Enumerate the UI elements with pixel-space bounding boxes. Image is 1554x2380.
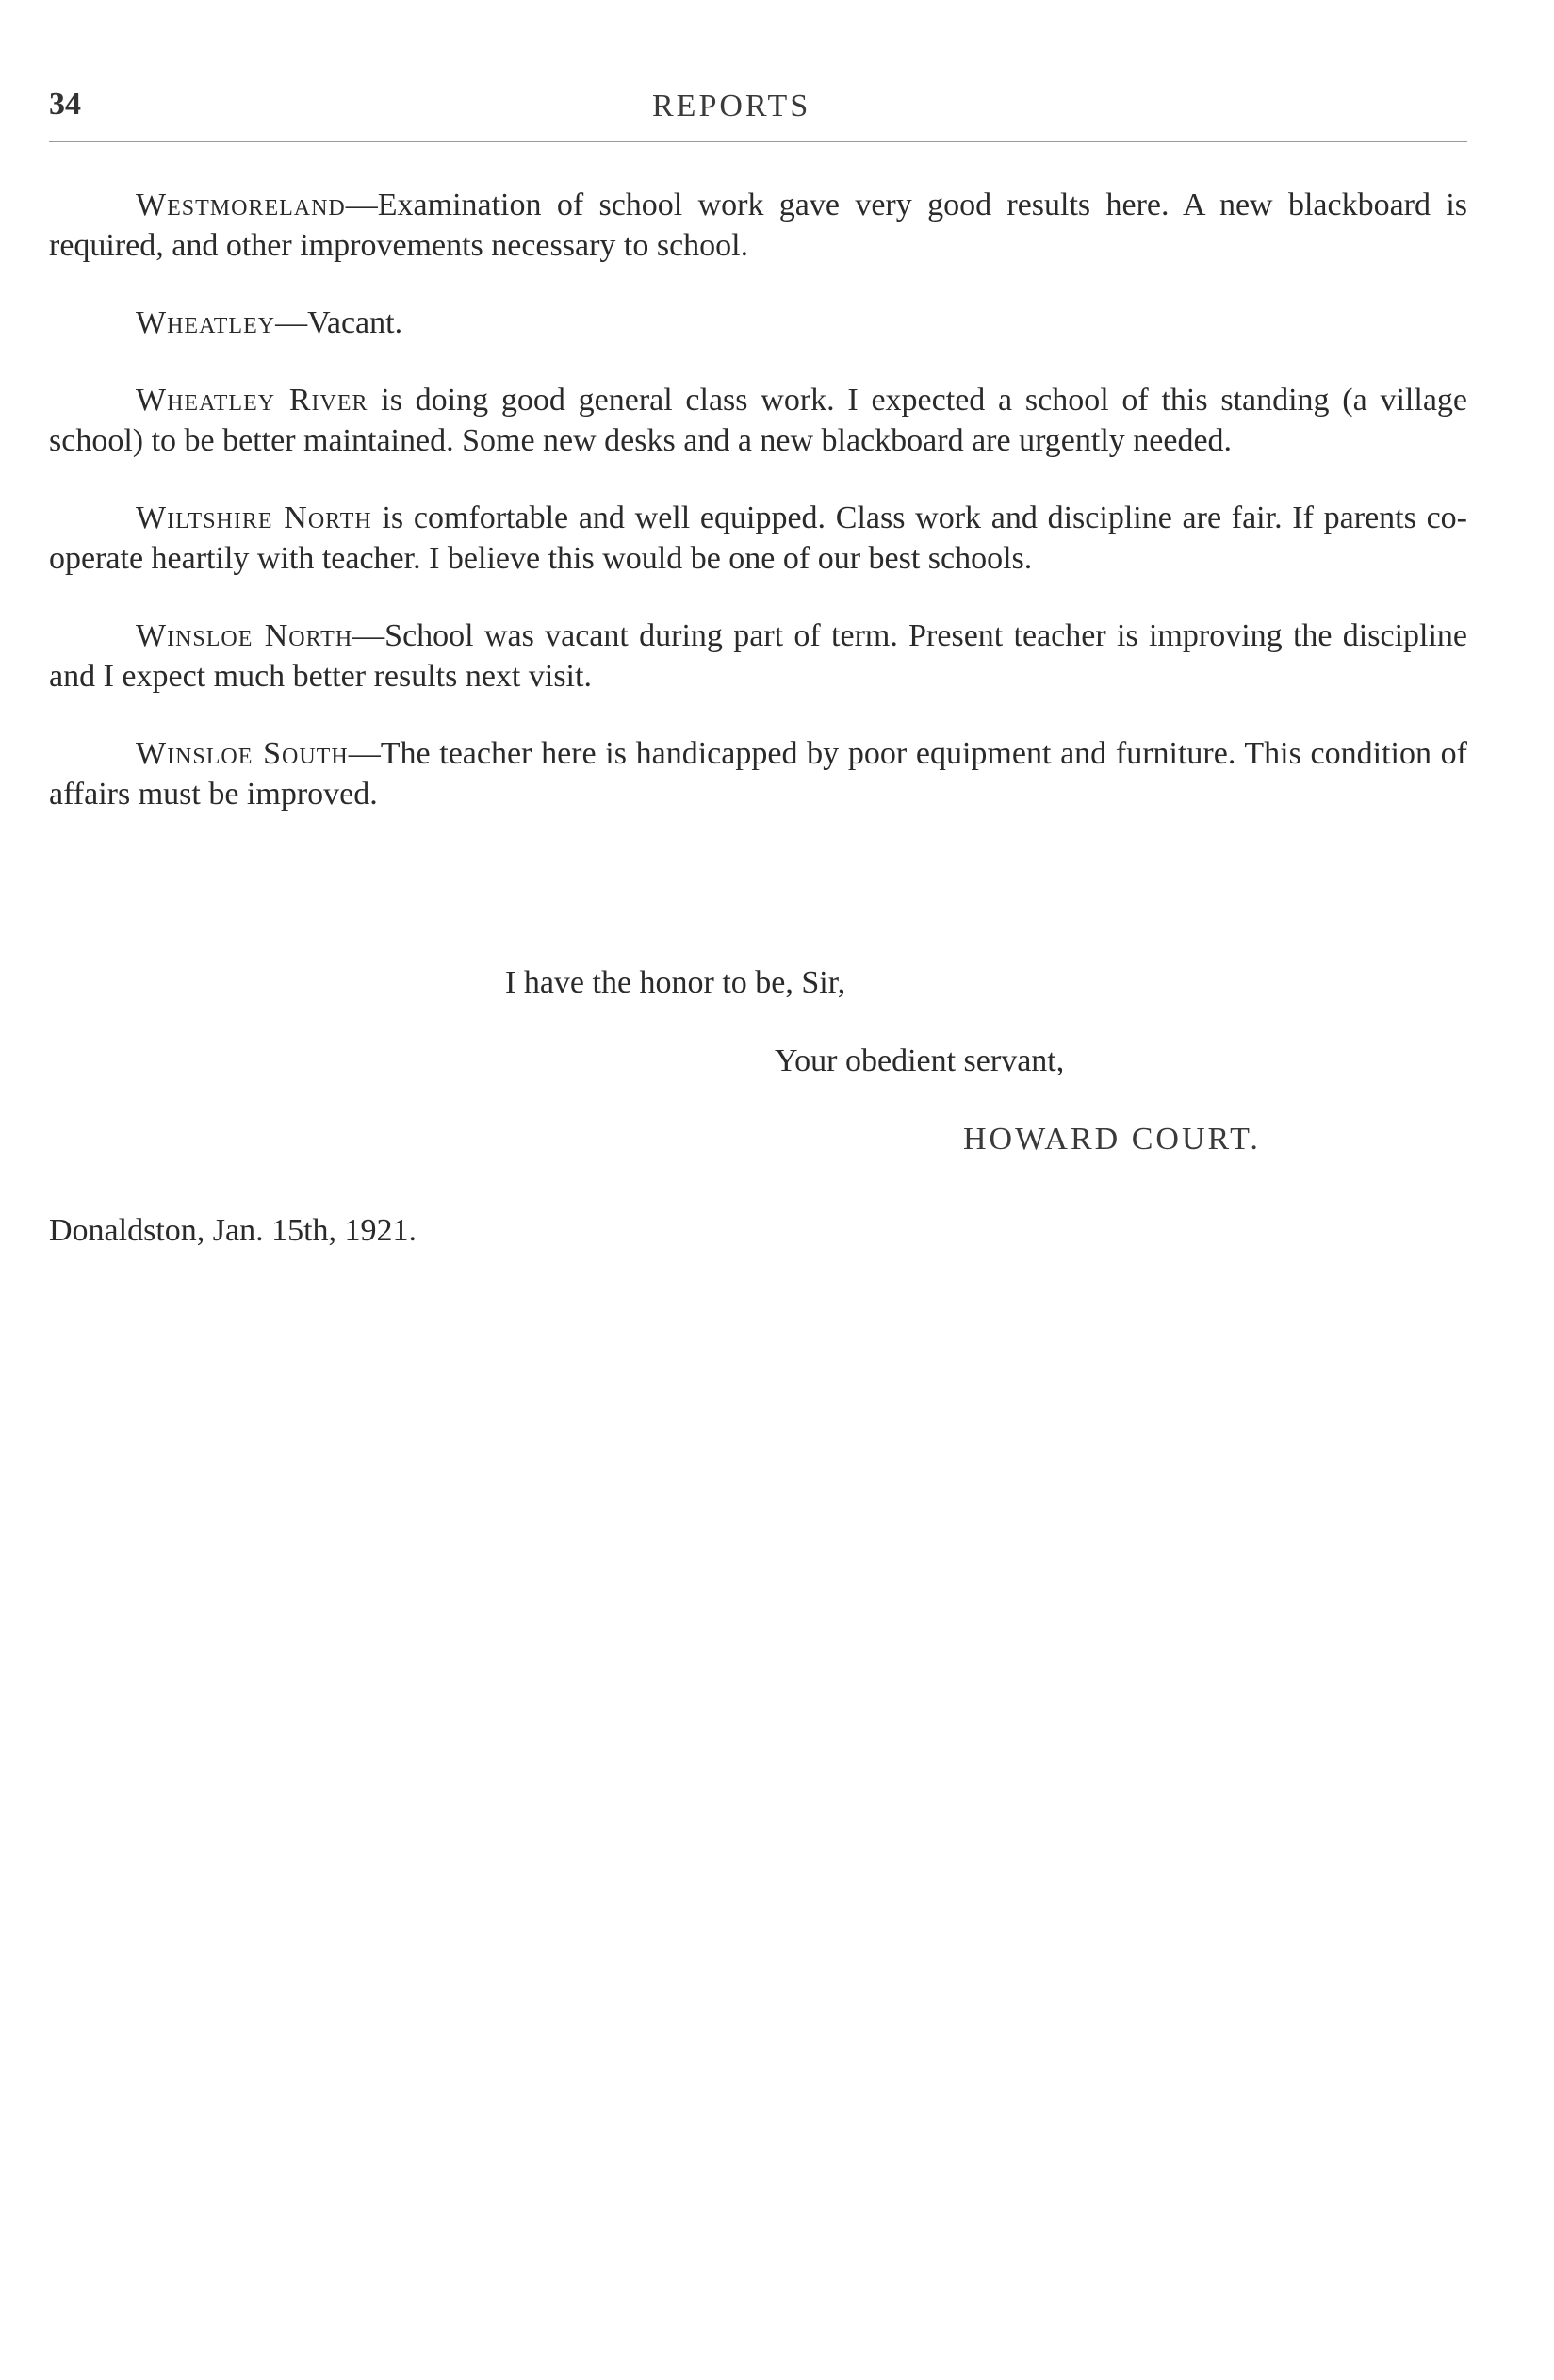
valediction: Your obedient servant, [775,1043,1065,1078]
entry-wheatley-river [49,380,1467,461]
entry-text: —Examination of school work gave very good results here. A new blackboard is required, and other improvements necessary to school. [49,188,1467,263]
running-head: REPORTS [652,89,811,123]
dateline: Donaldston, Jan. 15th, 1921. [49,1213,417,1248]
page-number: 34 [49,87,81,122]
school-name: Wheatley River [136,383,368,418]
entry-westmoreland [49,185,1467,266]
school-name: Wiltshire North [136,501,372,535]
entry-wiltshire-north [49,498,1467,579]
entry-text: is comfortable and well equipped. Class work and discipline are fair. If parents co-operate heartily with teacher. I believe this would be one of our best schools. [49,501,1467,576]
header-rule [49,141,1467,142]
school-name: Wheatley [136,305,276,340]
entry-wheatley [49,303,1467,343]
school-name: Westmoreland [136,188,346,222]
entry-text: —The teacher here is handicapped by poor equipment and furniture. This condition of affairs must be improved. [49,736,1468,812]
school-name: Winsloe North [136,618,353,653]
school-name: Winsloe South [136,736,349,771]
entry-text: is doing good general class work. I expected a school of this standing (a village school) to be better maintained. Some new desks and a new blackboard are urgently needed. [49,383,1467,458]
entry-text: —School was vacant during part of term. Present teacher is improving the discipline and I expect much better results next visit. [49,618,1468,694]
entry-winsloe-south [49,733,1467,814]
entry-winsloe-north [49,616,1467,697]
report-body [49,185,1467,851]
salutation: I have the honor to be, Sir, [505,965,846,1000]
signature: HOWARD COURT. [963,1122,1261,1157]
page-header [49,87,1463,134]
entry-text: —Vacant. [275,305,403,340]
